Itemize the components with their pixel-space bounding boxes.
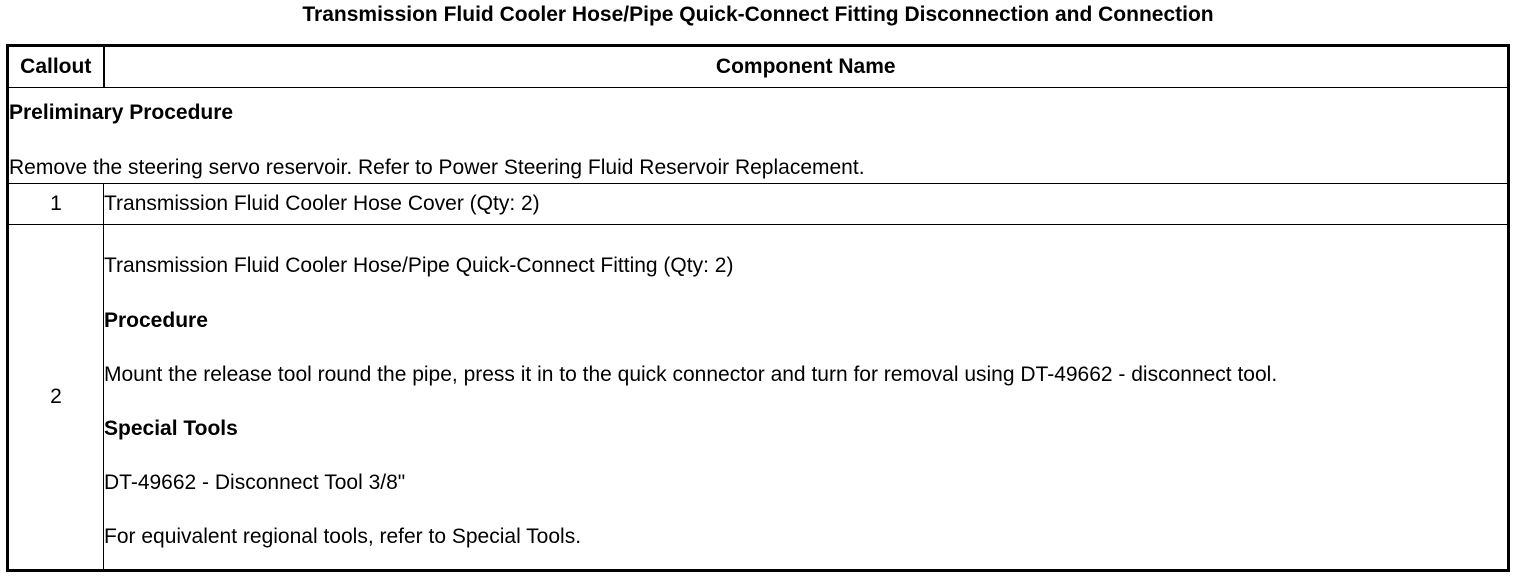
preliminary-text: Remove the steering servo reservoir. Refer to Power Steering Fluid Reservoir Replacement. [9,155,865,179]
callout-column-header: Callout [8,46,104,88]
preliminary-row [8,88,1509,184]
preliminary-heading: Preliminary Procedure [9,100,234,124]
procedure-text: Mount the release tool round the pipe, press it in to the quick connector and turn for removal using DT-49662 - disconnect tool. [104,363,1278,386]
callout-number: 1 [8,184,104,225]
special-tools-note: For equivalent regional tools, refer to Special Tools. [104,525,582,548]
component-table [6,44,1510,572]
component-name: Transmission Fluid Cooler Hose Cover (Qty: 2) [104,184,1509,225]
procedure-heading: Procedure [104,309,208,332]
component-name-column-header: Component Name [104,46,1509,88]
table-row [8,184,1509,225]
page-title: Transmission Fluid Cooler Hose/Pipe Quick-Connect Fitting Disconnection and Connection [302,3,1214,26]
table-header-row [8,46,1509,88]
component-name: Transmission Fluid Cooler Hose/Pipe Quick-Connect Fitting (Qty: 2) [104,254,734,277]
table-row [8,225,1509,571]
component-detail-cell [104,225,1509,571]
preliminary-cell [8,88,1509,184]
special-tool-item: DT-49662 - Disconnect Tool 3/8" [104,471,406,494]
callout-number: 2 [8,225,104,571]
special-tools-heading: Special Tools [104,417,238,440]
